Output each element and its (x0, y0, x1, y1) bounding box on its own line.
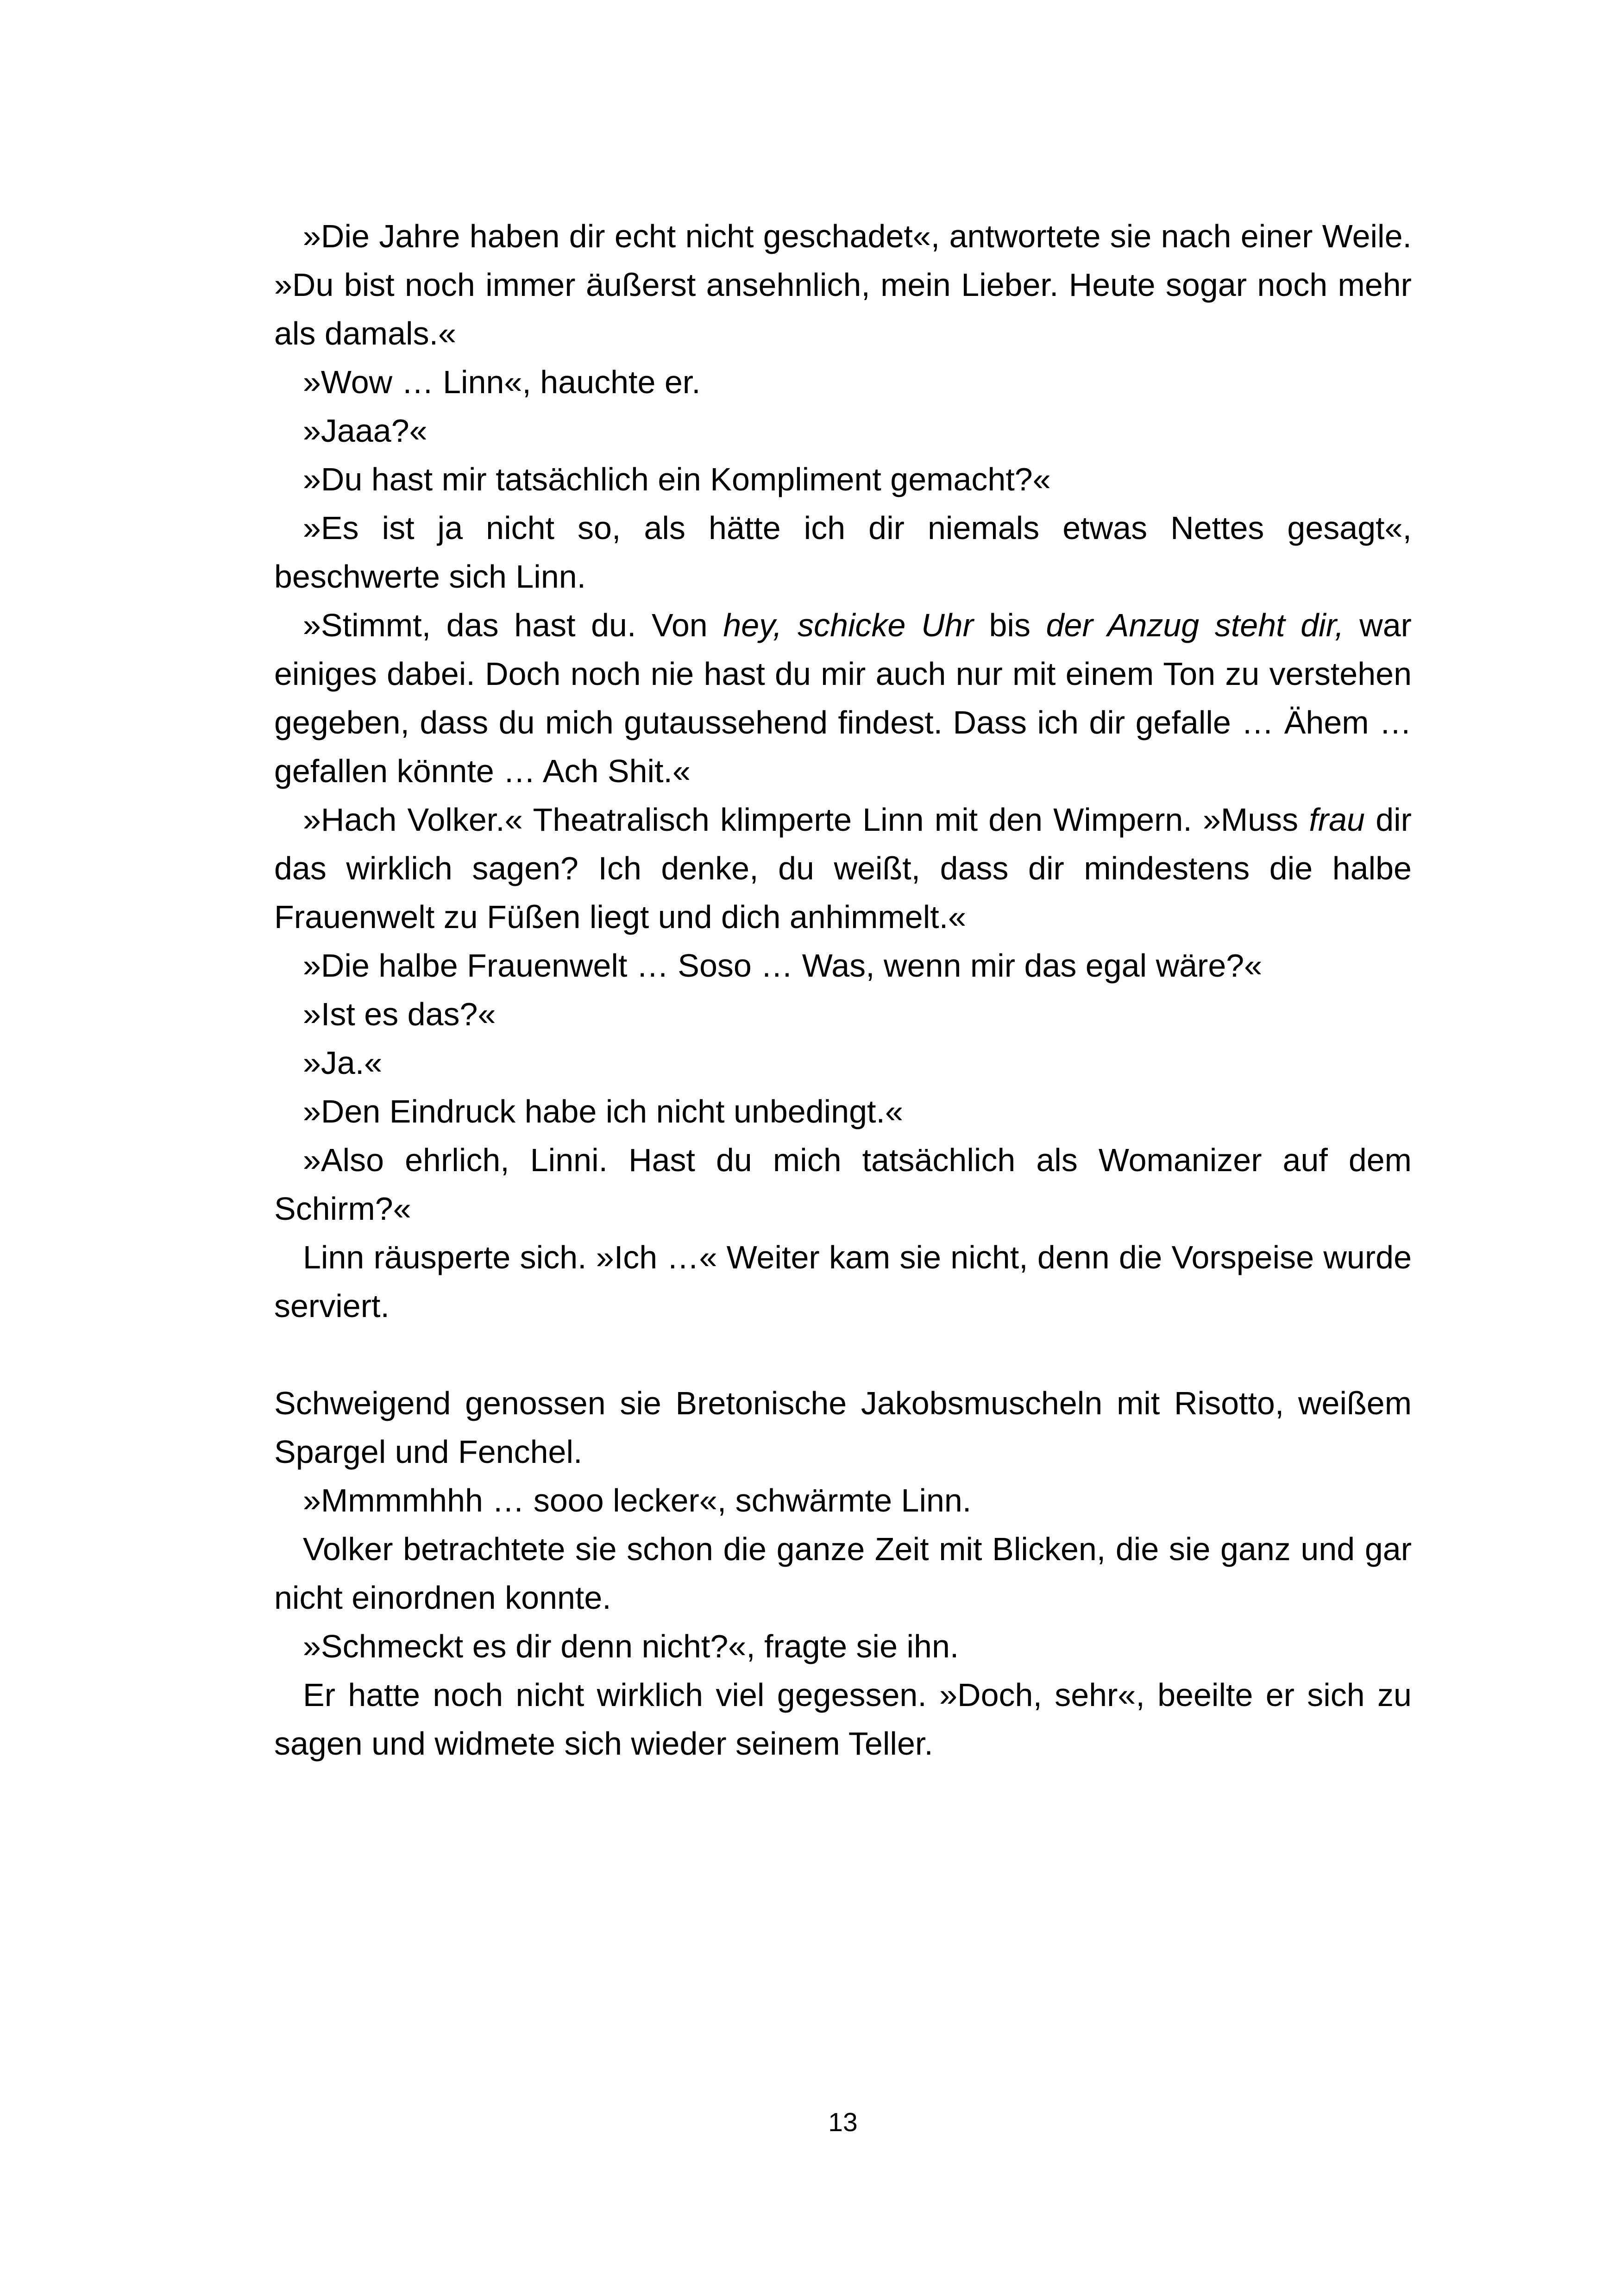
text-run: »Du hast mir tatsächlich ein Kompliment gemacht?« (303, 461, 1051, 497)
text-run: »Die Jahre haben dir echt nicht geschadet«, antwortete sie nach einer Weile. »Du bist noch immer äußerst ansehnlich, mein Lieber. Heute sogar noch mehr als damals.« (274, 218, 1412, 351)
paragraph (274, 407, 1412, 455)
text-run: »Mmmmhhh … sooo lecker«, schwärmte Linn. (303, 1482, 972, 1518)
text-run: »Wow … Linn«, hauchte er. (303, 364, 701, 400)
paragraph (274, 990, 1412, 1039)
paragraph (274, 1379, 1412, 1476)
text-run: dir das wirklich sagen? Ich denke, du weißt, dass dir mindestens die halbe Frauenwelt zu Füßen liegt und dich anhimmelt.« (274, 802, 1412, 935)
text-run: »Jaaa?« (303, 413, 427, 449)
text-run: Er hatte noch nicht wirklich viel gegessen. »Doch, sehr«, beeilte er sich zu sagen und widmete sich wieder seinem Teller. (274, 1677, 1412, 1762)
paragraph (274, 504, 1412, 601)
paragraph (274, 1671, 1412, 1768)
italic-text-run: der Anzug steht dir, (1046, 607, 1344, 643)
text-run: »Die halbe Frauenwelt … Soso … Was, wenn mir das egal wäre?« (303, 947, 1263, 984)
paragraph (274, 1136, 1412, 1233)
italic-text-run: frau (1309, 802, 1365, 838)
text-run: »Es ist ja nicht so, als hätte ich dir niemals etwas Nettes gesagt«, beschwerte sich Linn. (274, 510, 1412, 595)
text-run: »Hach Volker.« Theatralisch klimperte Linn mit den Wimpern. »Muss (303, 802, 1309, 838)
text-run: Schweigend genossen sie Bretonische Jakobsmuscheln mit Risotto, weißem Spargel und Fenchel. (274, 1385, 1412, 1470)
paragraph (274, 1087, 1412, 1136)
text-run: Linn räusperte sich. »Ich …« Weiter kam sie nicht, denn die Vorspeise wurde serviert. (274, 1239, 1412, 1324)
paragraph (274, 455, 1412, 504)
paragraph (274, 1525, 1412, 1622)
body-text (274, 212, 1412, 1768)
text-run: »Ist es das?« (303, 996, 496, 1032)
italic-text-run: hey, schicke Uhr (723, 607, 974, 643)
paragraph (274, 1039, 1412, 1087)
paragraph (274, 1622, 1412, 1671)
text-run: »Stimmt, das hast du. Von (303, 607, 723, 643)
paragraph (274, 358, 1412, 407)
page-number: 13 (828, 2108, 858, 2137)
paragraph (274, 1233, 1412, 1330)
text-run: Volker betrachtete sie schon die ganze Zeit mit Blicken, die sie ganz und gar nicht einordnen konnte. (274, 1531, 1412, 1616)
paragraph (274, 601, 1412, 796)
paragraph (274, 1476, 1412, 1525)
text-run: »Den Eindruck habe ich nicht unbedingt.« (303, 1093, 903, 1129)
paragraph (274, 796, 1412, 941)
text-run: »Ja.« (303, 1045, 383, 1081)
paragraph (274, 941, 1412, 990)
text-run: »Schmeckt es dir denn nicht?«, fragte sie ihn. (303, 1628, 959, 1664)
text-run: bis (973, 607, 1046, 643)
paragraph (274, 212, 1412, 358)
text-run: »Also ehrlich, Linni. Hast du mich tatsächlich als Womanizer auf dem Schirm?« (274, 1142, 1412, 1227)
text-run: war einiges dabei. Doch noch nie hast du mir auch nur mit einem Ton zu verstehen gegeben, dass du mich gutaussehend findest. Dass ich dir gefalle … Ähem … gefallen könnte … Ach Shit.« (274, 607, 1412, 789)
